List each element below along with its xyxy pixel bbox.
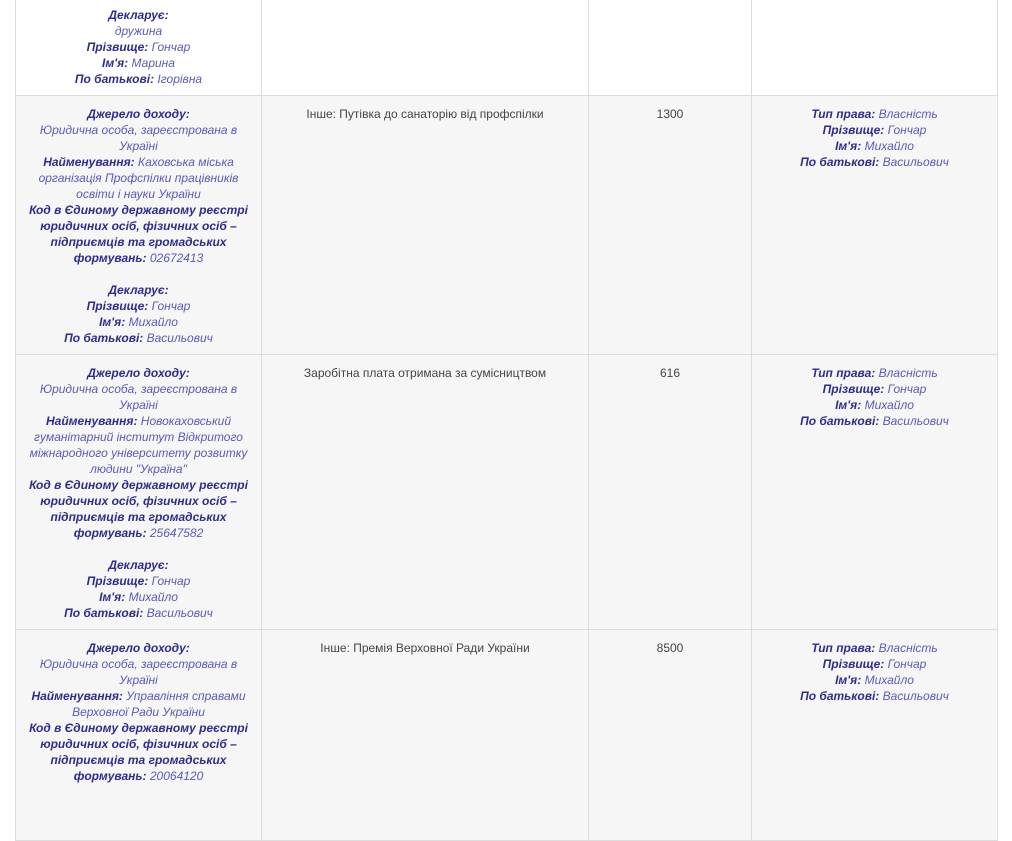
right-type-label: Тип права: <box>811 107 876 121</box>
source-label: Джерело доходу: <box>87 107 190 121</box>
right-type-value: Власність <box>878 107 938 121</box>
income-amount-cell <box>589 355 752 630</box>
income-source-cell <box>16 0 262 96</box>
surname-value: Гончар <box>887 657 927 671</box>
surname-value: Гончар <box>151 299 191 313</box>
registry-code-value: 20064120 <box>149 769 204 783</box>
income-amount-cell <box>589 0 752 96</box>
income-type-value: Інше: Премія Верховної Ради України <box>320 641 530 655</box>
rights-cell <box>752 630 998 841</box>
surname-value: Гончар <box>887 123 927 137</box>
surname-label: Прізвище: <box>86 299 149 313</box>
surname-value: Гончар <box>151 574 191 588</box>
registry-code-label: Код в Єдиному державному реєстрі юридичних осіб, фізичних осіб – підприємців та громадських формувань: <box>29 721 248 783</box>
right-type-value: Власність <box>878 641 938 655</box>
name-label: Ім'я: <box>99 590 126 604</box>
org-name-label: Найменування: <box>43 155 135 169</box>
income-type-cell <box>262 96 589 355</box>
surname-value: Гончар <box>151 40 191 54</box>
income-type-cell <box>262 0 589 96</box>
table-row <box>16 630 998 841</box>
patronymic-value: Васильович <box>146 331 213 345</box>
patronymic-value: Ігорівна <box>157 72 203 86</box>
registry-code-value: 02672413 <box>149 251 204 265</box>
surname-label: Прізвище: <box>86 40 149 54</box>
registry-code-value: 25647582 <box>149 526 204 540</box>
table-row <box>16 355 998 630</box>
right-type-label: Тип права: <box>811 366 876 380</box>
surname-label: Прізвище: <box>822 382 885 396</box>
income-type-cell <box>262 630 589 841</box>
patronymic-value: Васильович <box>882 155 949 169</box>
table-row <box>16 96 998 355</box>
income-type-value: Інше: Путівка до санаторію від профспілки <box>306 107 544 121</box>
registry-code-label: Код в Єдиному державному реєстрі юридичних осіб, фізичних осіб – підприємців та громадських формувань: <box>29 478 248 540</box>
table-row <box>16 0 998 96</box>
source-type-value: Юридична особа, зареєстрована в Україні <box>39 123 238 153</box>
name-value: Михайло <box>864 398 914 412</box>
source-type-value: Юридична особа, зареєстрована в Україні <box>39 382 238 412</box>
source-label: Джерело доходу: <box>87 641 190 655</box>
surname-label: Прізвище: <box>822 123 885 137</box>
org-name-label: Найменування: <box>45 414 138 428</box>
patronymic-label: По батькові: <box>64 606 144 620</box>
income-amount-value: 616 <box>659 366 681 380</box>
right-type-label: Тип права: <box>811 641 876 655</box>
org-name-label: Найменування: <box>31 689 123 703</box>
rights-cell <box>752 96 998 355</box>
org-name-value: Новокаховський гуманітарний інститут Відкритого міжнародного університету розвитку людини "Україна" <box>29 414 248 476</box>
income-type-value: Заробітна плата отримана за сумісництвом <box>303 366 547 380</box>
name-label: Ім'я: <box>835 139 862 153</box>
income-amount-value: 1300 <box>656 107 684 121</box>
name-value: Михайло <box>128 315 178 329</box>
patronymic-value: Васильович <box>882 689 949 703</box>
patronymic-value: Васильович <box>146 606 213 620</box>
name-label: Ім'я: <box>99 315 126 329</box>
org-name-value: Управління справами Верховної Ради України <box>72 689 246 719</box>
name-value: Михайло <box>128 590 178 604</box>
patronymic-label: По батькові: <box>800 155 880 169</box>
declarant-label: Декларує: <box>108 283 169 297</box>
right-type-value: Власність <box>878 366 938 380</box>
income-amount-value: 8500 <box>656 641 684 655</box>
registry-code-label: Код в Єдиному державному реєстрі юридичних осіб, фізичних осіб – підприємців та громадських формувань: <box>29 203 248 265</box>
source-type-value: Юридична особа, зареєстрована в Україні <box>39 657 238 687</box>
org-name-value: Каховська міська організація Профспілки працівників освіти і науки України <box>38 155 239 201</box>
patronymic-label: По батькові: <box>74 72 155 86</box>
rights-cell <box>752 355 998 630</box>
income-type-cell <box>262 355 589 630</box>
surname-label: Прізвище: <box>822 657 885 671</box>
surname-value: Гончар <box>887 382 927 396</box>
income-table-container <box>15 0 997 841</box>
patronymic-label: По батькові: <box>800 689 880 703</box>
income-table <box>15 0 998 841</box>
declarant-label: Декларує: <box>108 8 169 22</box>
income-amount-cell <box>589 630 752 841</box>
name-label: Ім'я: <box>835 398 862 412</box>
name-label: Ім'я: <box>102 56 129 70</box>
source-label: Джерело доходу: <box>87 366 190 380</box>
declarant-value: дружина <box>114 24 163 38</box>
name-value: Михайло <box>864 673 914 687</box>
name-value: Михайло <box>864 139 914 153</box>
patronymic-label: По батькові: <box>64 331 144 345</box>
surname-label: Прізвище: <box>86 574 149 588</box>
patronymic-label: По батькові: <box>800 414 880 428</box>
name-label: Ім'я: <box>835 673 862 687</box>
income-source-cell <box>16 630 262 841</box>
income-source-cell <box>16 355 262 630</box>
income-source-cell <box>16 96 262 355</box>
rights-cell <box>752 0 998 96</box>
patronymic-value: Васильович <box>882 414 949 428</box>
name-value: Марина <box>131 56 175 70</box>
declarant-label: Декларує: <box>108 558 169 572</box>
income-amount-cell <box>589 96 752 355</box>
